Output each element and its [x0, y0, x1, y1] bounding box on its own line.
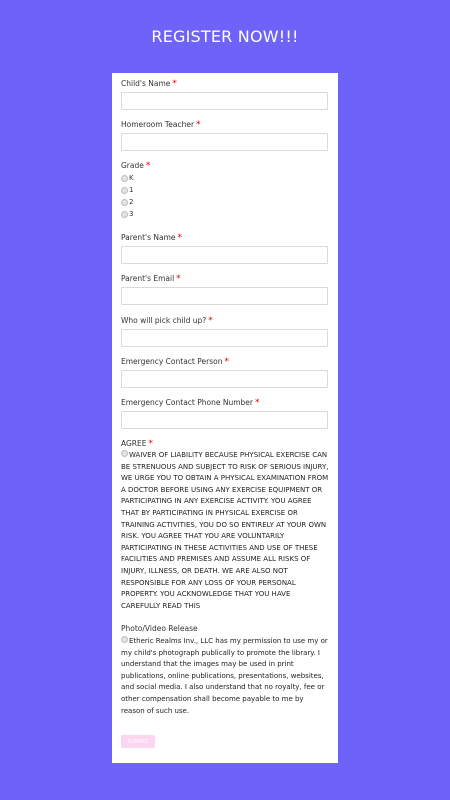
required-mark: * [172, 79, 177, 89]
grade-option-3[interactable]: 3 [121, 208, 150, 220]
required-mark: * [255, 398, 260, 408]
agree-field [121, 439, 329, 610]
required-mark: * [176, 274, 181, 284]
required-mark: * [145, 161, 151, 171]
child-name-field [121, 79, 328, 110]
homeroom-teacher-label: Homeroom Teacher * [121, 120, 201, 130]
waiver-text-block [121, 450, 329, 610]
homeroom-teacher-field [121, 120, 328, 151]
radio-button[interactable] [121, 199, 128, 206]
agree-label: AGREE * [121, 439, 153, 449]
grade-label: Grade * [121, 161, 151, 171]
registration-form [112, 73, 338, 763]
submit-button[interactable]: SUBMIT [121, 735, 155, 748]
emergency-contact-input[interactable] [121, 370, 328, 388]
emergency-contact-field [121, 357, 328, 388]
photo-release-text: Etheric Realms Inv., LLC has my permission to use my or my child's photograph publically to promote the library. I understand that the images may be used in print publications, online publications, presentations, websites, and social media. I also understand that no royalty, fee or other compensation shall become payable to me by reason of such use. [121, 637, 328, 715]
radio-button[interactable] [121, 187, 128, 194]
grade-field [121, 161, 150, 220]
required-mark: * [148, 439, 153, 449]
waiver-text: WAIVER OF LIABILITY BECAUSE PHYSICAL EXERCISE CAN BE STRENUOUS AND SUBJECT TO RISK OF SERIOUS INJURY, WE URGE YOU TO OBTAIN A PHYSICAL EXAMINATION FROM A DOCTOR BEFORE USING ANY EXERCISE EQUIPMENT OR PARTICIPATING IN ANY EXERCISE ACTIVITY. YOU AGREE THAT BY PARTICIPATING IN PHYSICAL EXERCISE OR TRAINING ACTIVITIES, YOU DO SO ENTIRELY AT YOUR OWN RISK. YOU AGREE THAT YOU ARE VOLUNTARILY PARTICIPATING IN THESE ACTIVITIES AND USE OF THESE FACILITIES AND PREMISES AND ASSUME ALL RISKS OF INJURY, ILLNESS, OR DEATH. WE ARE ALSO NOT RESPONSIBLE FOR ANY LOSS OF YOUR PERSONAL PROPERTY. YOU ACKNOWLEDGE THAT YOU HAVE CAREFULLY READ THIS [121, 451, 329, 610]
required-mark: * [196, 120, 201, 130]
required-mark: * [224, 357, 229, 367]
emergency-contact-label: Emergency Contact Person * [121, 357, 229, 367]
emergency-phone-field [121, 398, 328, 429]
parent-email-label: Parent's Email * [121, 274, 181, 284]
photo-release-label: Photo/Video Release [121, 624, 198, 633]
child-name-label: Child's Name * [121, 79, 177, 89]
pickup-label: Who will pick child up? * [121, 316, 213, 326]
emergency-phone-label: Emergency Contact Phone Number * [121, 398, 260, 408]
radio-button[interactable] [121, 175, 128, 182]
pickup-input[interactable] [121, 329, 328, 347]
parent-name-input[interactable] [121, 246, 328, 264]
pickup-field [121, 316, 328, 347]
grade-option-k[interactable]: K [121, 172, 150, 184]
homeroom-teacher-input[interactable] [121, 133, 328, 151]
emergency-phone-input[interactable] [121, 411, 328, 429]
parent-email-field [121, 274, 328, 305]
photo-release-field [121, 624, 329, 717]
parent-email-input[interactable] [121, 287, 328, 305]
grade-option-1[interactable]: 1 [121, 184, 150, 196]
agree-checkbox[interactable] [121, 450, 128, 457]
required-mark: * [208, 316, 213, 326]
page-title: REGISTER NOW!!! [151, 27, 299, 46]
radio-button[interactable] [121, 211, 128, 218]
parent-name-label: Parent's Name * [121, 233, 182, 243]
parent-name-field [121, 233, 328, 264]
required-mark: * [177, 233, 182, 243]
photo-release-checkbox[interactable] [121, 636, 128, 643]
child-name-input[interactable] [121, 92, 328, 110]
photo-release-text-block [121, 636, 329, 717]
grade-option-2[interactable]: 2 [121, 196, 150, 208]
